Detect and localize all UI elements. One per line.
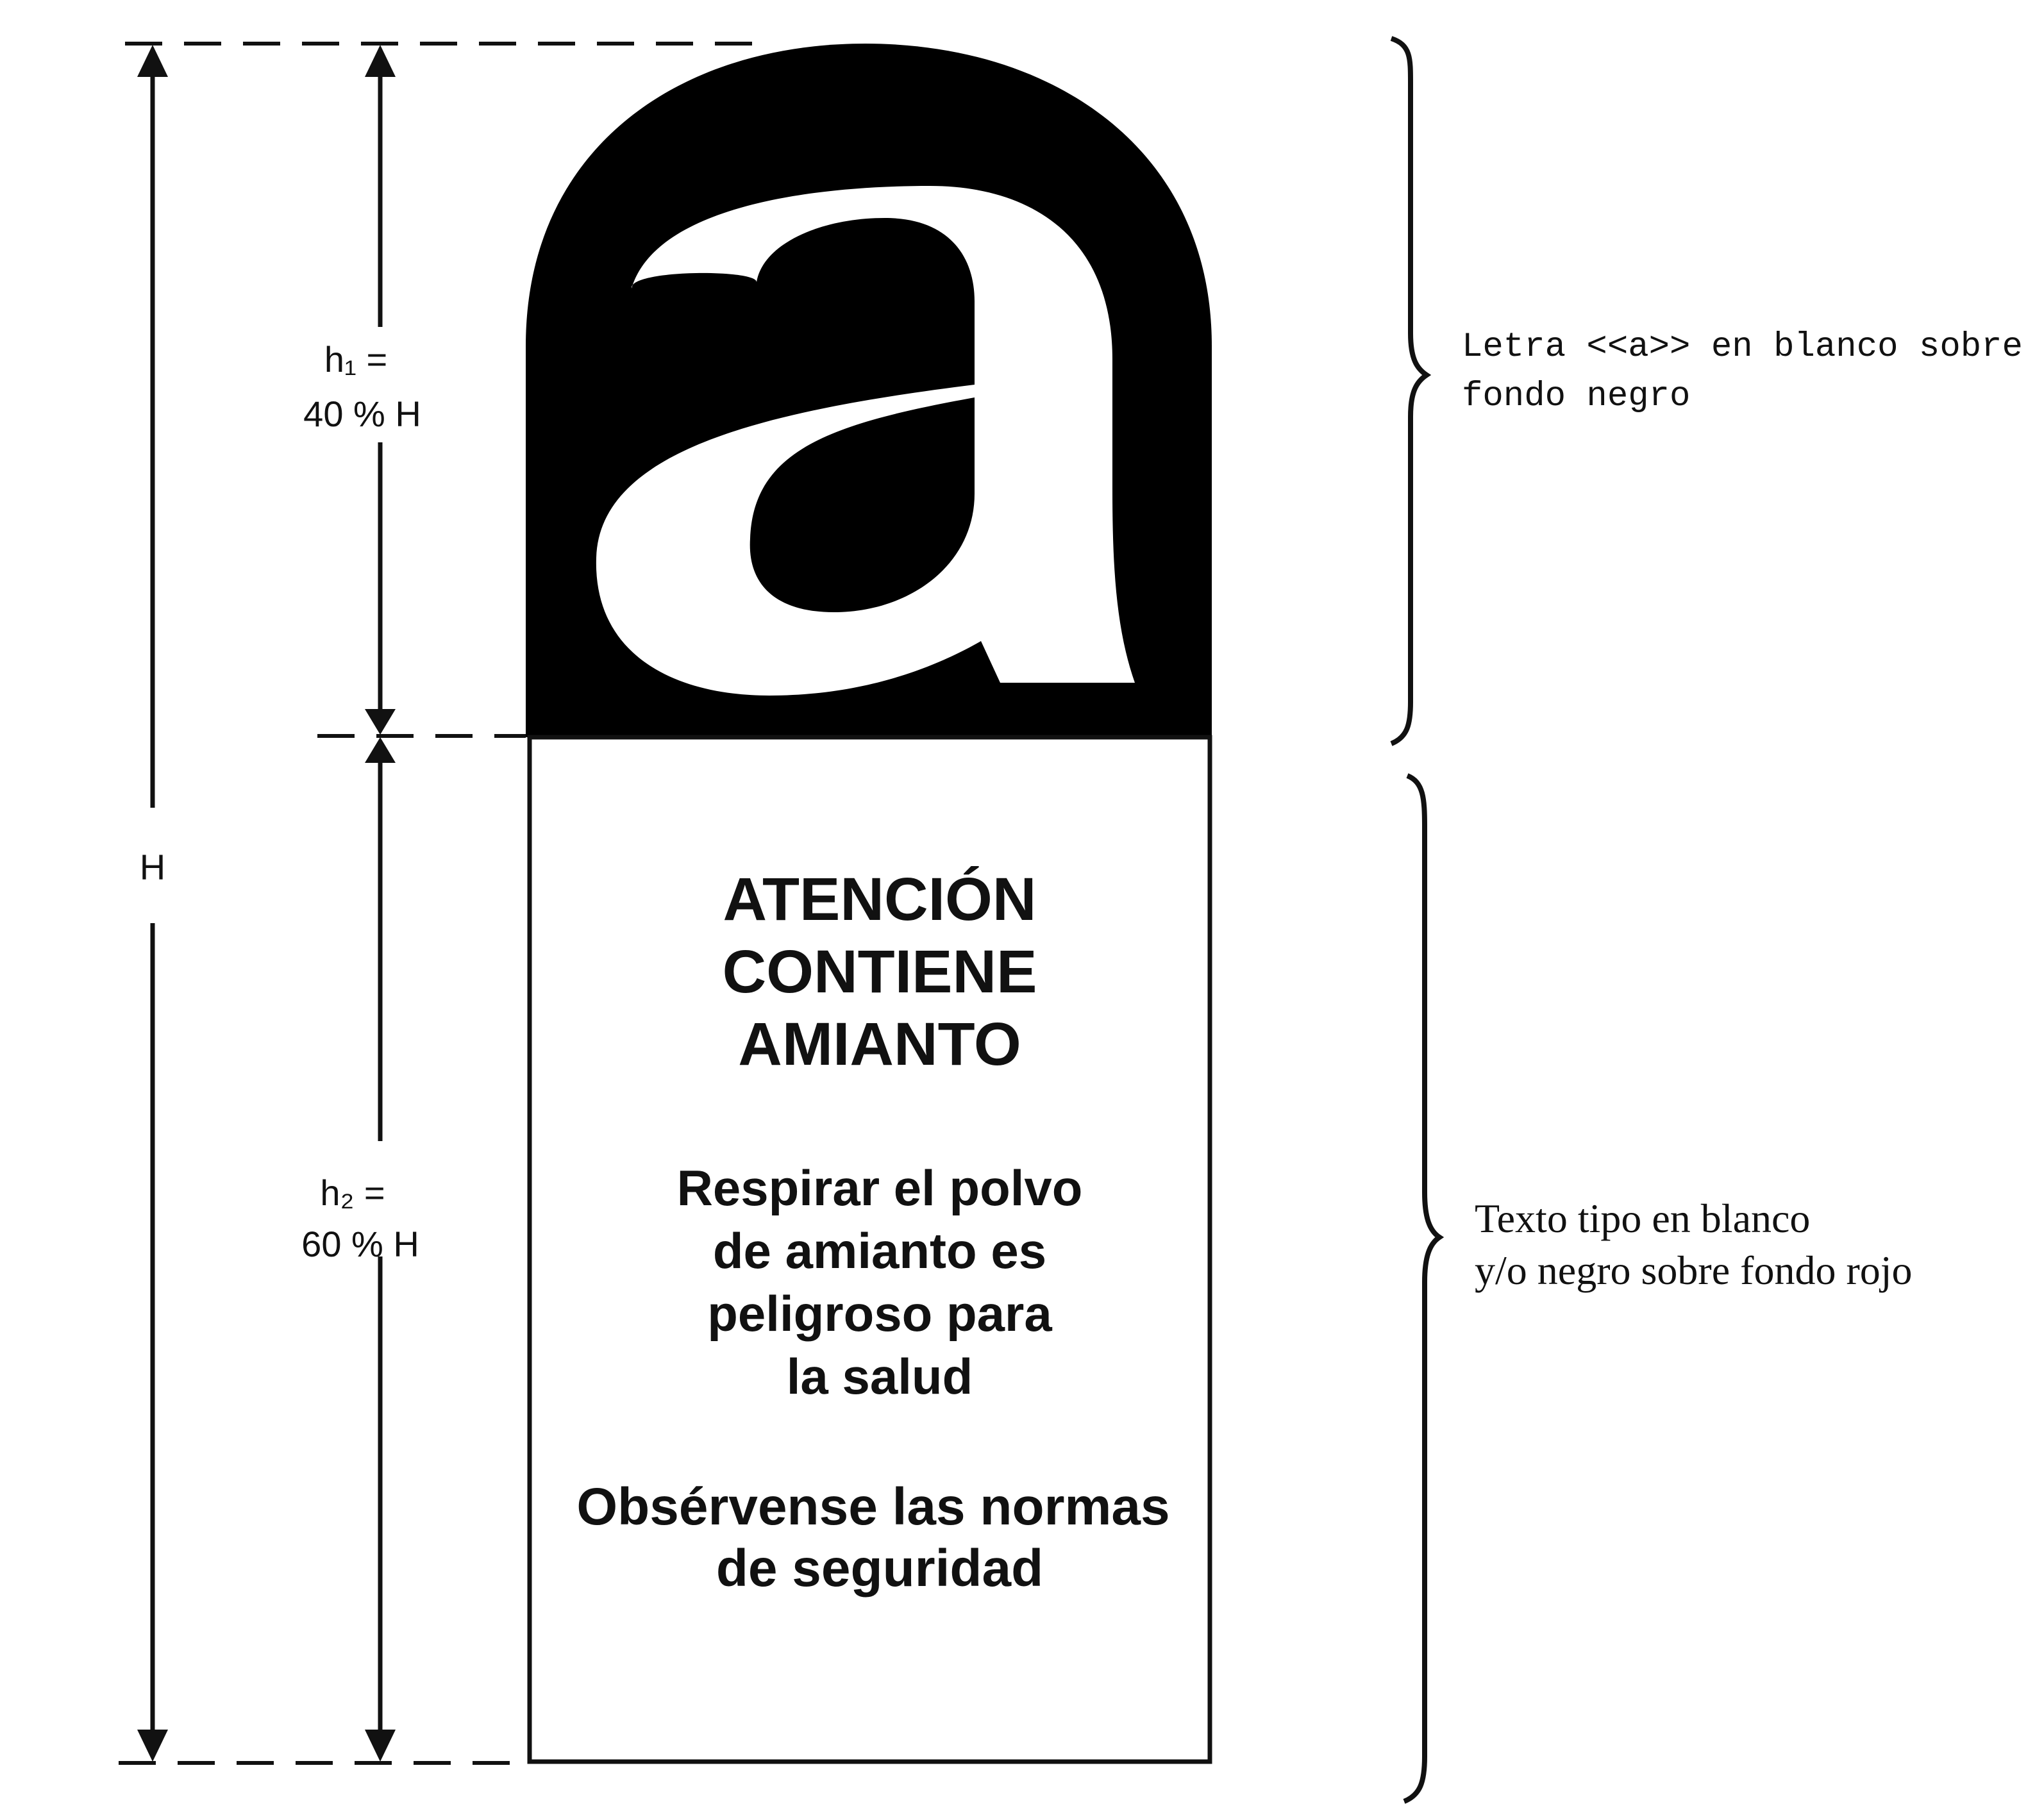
- warning-line-3: peligroso para: [707, 1285, 1052, 1342]
- total-height-label: H: [139, 847, 166, 887]
- top-note-line-1: Letra <<a>> en blanco sobre: [1462, 328, 2023, 367]
- bottom-note: [1475, 1196, 1913, 1293]
- dimension-total-height: [137, 45, 168, 1762]
- bottom-note-line-2: y/o negro sobre fondo rojo: [1475, 1248, 1913, 1293]
- h2-label: h₂ =: [320, 1173, 385, 1213]
- h1-label: h₁ =: [324, 339, 388, 380]
- bottom-note-line-1: Texto tipo en blanco: [1475, 1196, 1811, 1241]
- warning-line-4: la salud: [786, 1348, 973, 1405]
- top-note-line-2: fondo negro: [1462, 377, 1691, 416]
- safety-line-2: de seguridad: [716, 1539, 1044, 1598]
- warning-line-1: Respirar el polvo: [676, 1160, 1083, 1216]
- warning-line-2: de amianto es: [712, 1223, 1047, 1279]
- top-note: [1462, 328, 2023, 416]
- h2-percent-label: 60 % H: [301, 1224, 419, 1264]
- h1-percent-label: 40 % H: [303, 394, 421, 434]
- bottom-brace: [1404, 776, 1439, 1801]
- warning-heading: [723, 865, 1037, 1078]
- top-brace: [1391, 38, 1427, 744]
- heading-line-2: CONTIENE: [722, 938, 1037, 1006]
- dimension-h1: [365, 45, 396, 735]
- heading-line-1: ATENCIÓN: [723, 865, 1037, 933]
- safety-line-1: Obsérvense las normas: [576, 1478, 1170, 1536]
- heading-line-3: AMIANTO: [738, 1010, 1021, 1078]
